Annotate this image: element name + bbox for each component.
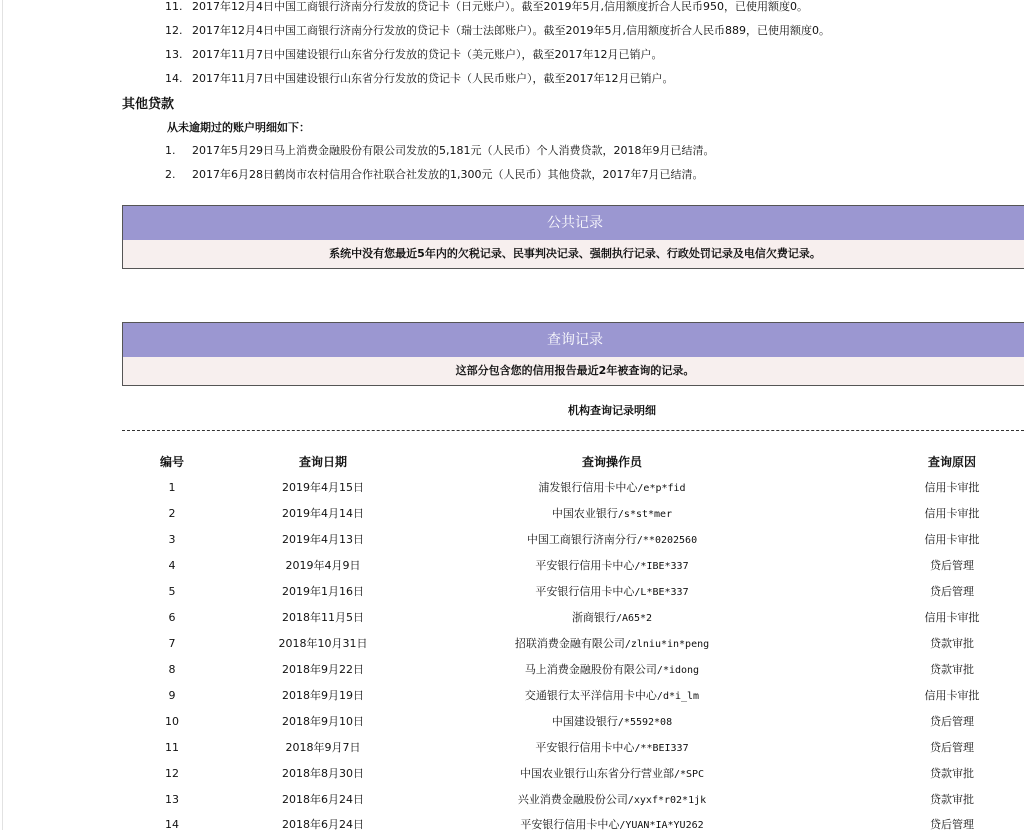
query-operator: 平安银行信用卡中心/**BEI337 bbox=[535, 741, 689, 754]
query-reason: 信用卡审批 bbox=[924, 507, 980, 520]
row-number: 14 bbox=[165, 818, 179, 831]
query-date: 2019年4月15日 bbox=[282, 481, 364, 494]
query-date: 2018年9月22日 bbox=[282, 663, 364, 676]
query-date: 2018年11月5日 bbox=[282, 611, 364, 624]
row-number: 5 bbox=[168, 585, 176, 598]
query-operator: 浙商银行/A65*2 bbox=[571, 611, 653, 624]
query-reason: 贷后管理 bbox=[930, 715, 974, 728]
query-date: 2019年1月16日 bbox=[282, 585, 364, 598]
row-number: 2 bbox=[168, 507, 176, 520]
row-number: 8 bbox=[168, 663, 176, 676]
query-operator: 平安银行信用卡中心/L*BE*337 bbox=[535, 585, 689, 598]
public-records-text: 系统中没有您最近5年内的欠税记录、民事判决记录、强制执行记录、行政处罚记录及电信欠费记录。 bbox=[329, 247, 821, 260]
column-header-reason: 查询原因 bbox=[927, 455, 977, 469]
public-records-section bbox=[122, 205, 1024, 269]
query-operator: 招联消费金融有限公司/zlniu*in*peng bbox=[514, 637, 710, 650]
column-header-date: 查询日期 bbox=[298, 455, 348, 469]
query-date: 2018年9月10日 bbox=[282, 715, 364, 728]
row-number: 11 bbox=[165, 741, 179, 754]
list-item: 1. 2017年5月29日马上消费金融股份有限公司发放的5,181元（人民币）个人消费贷款，2018年9月已结清。 bbox=[165, 144, 715, 157]
query-operator: 中国工商银行济南分行/**0202560 bbox=[526, 533, 698, 546]
dashed-divider bbox=[122, 430, 1024, 431]
query-reason: 贷款审批 bbox=[930, 637, 974, 650]
row-number: 10 bbox=[165, 715, 179, 728]
query-operator: 中国农业银行/s*st*mer bbox=[551, 507, 673, 520]
list-item: 11. 2017年12月4日中国工商银行济南分行发放的贷记卡（日元账户）。截至2019年5月,信用额度折合人民币950，已使用额度0。 bbox=[165, 0, 808, 13]
list-item: 12. 2017年12月4日中国工商银行济南分行发放的贷记卡（瑞士法郎账户）。截至2019年5月,信用额度折合人民币889，已使用额度0。 bbox=[165, 24, 830, 37]
query-date: 2018年6月24日 bbox=[282, 793, 364, 806]
other-loans-subheading: 从未逾期过的账户明细如下： bbox=[167, 121, 310, 134]
query-reason: 贷后管理 bbox=[930, 818, 974, 831]
query-records-section bbox=[122, 322, 1024, 386]
row-number: 4 bbox=[168, 559, 176, 572]
query-operator: 马上消费金融股份有限公司/*idong bbox=[524, 663, 700, 676]
column-header-operator: 查询操作员 bbox=[581, 455, 643, 469]
query-date: 2018年10月31日 bbox=[278, 637, 368, 650]
query-reason: 贷款审批 bbox=[930, 663, 974, 676]
list-item: 13. 2017年11月7日中国建设银行山东省分行发放的贷记卡（美元账户），截至2017年12月已销户。 bbox=[165, 48, 663, 61]
query-reason: 信用卡审批 bbox=[924, 689, 980, 702]
query-operator: 浦发银行信用卡中心/e*p*fid bbox=[538, 481, 686, 494]
row-number: 13 bbox=[165, 793, 179, 806]
query-detail-title: 机构查询记录明细 bbox=[568, 404, 656, 417]
query-operator: 兴业消费金融股份公司/xyxf*r02*1jk bbox=[517, 793, 707, 806]
query-reason: 贷款审批 bbox=[930, 767, 974, 780]
row-number: 3 bbox=[168, 533, 176, 546]
public-records-title: 公共记录 bbox=[123, 206, 1024, 240]
query-date: 2019年4月13日 bbox=[282, 533, 364, 546]
query-operator: 中国建设银行/*5592*08 bbox=[551, 715, 673, 728]
query-reason: 信用卡审批 bbox=[924, 481, 980, 494]
query-operator: 中国农业银行山东省分行营业部/*SPC bbox=[519, 767, 705, 780]
row-number: 12 bbox=[165, 767, 179, 780]
query-date: 2019年4月14日 bbox=[282, 507, 364, 520]
row-number: 9 bbox=[168, 689, 176, 702]
row-number: 6 bbox=[168, 611, 176, 624]
query-operator: 交通银行太平洋信用卡中心/d*i_lm bbox=[524, 689, 700, 702]
query-reason: 贷款审批 bbox=[930, 793, 974, 806]
query-date: 2018年8月30日 bbox=[282, 767, 364, 780]
list-item: 2. 2017年6月28日鹤岗市农村信用合作社联合社发放的1,300元（人民币）其他贷款，2017年7月已结清。 bbox=[165, 168, 704, 181]
list-item: 14. 2017年11月7日中国建设银行山东省分行发放的贷记卡（人民币账户），截至2017年12月已销户。 bbox=[165, 72, 674, 85]
query-reason: 信用卡审批 bbox=[924, 611, 980, 624]
query-records-text: 这部分包含您的信用报告最近2年被查询的记录。 bbox=[455, 364, 695, 377]
query-records-title: 查询记录 bbox=[123, 323, 1024, 357]
column-header-no: 编号 bbox=[159, 455, 185, 469]
query-date: 2018年9月7日 bbox=[285, 741, 361, 754]
query-operator: 平安银行信用卡中心/YUAN*IA*YU262 bbox=[520, 818, 704, 831]
query-operator: 平安银行信用卡中心/*IBE*337 bbox=[535, 559, 689, 572]
query-date: 2018年9月19日 bbox=[282, 689, 364, 702]
page-left-border bbox=[2, 0, 3, 830]
query-reason: 贷后管理 bbox=[930, 559, 974, 572]
query-date: 2019年4月9日 bbox=[285, 559, 361, 572]
query-reason: 贷后管理 bbox=[930, 741, 974, 754]
row-number: 1 bbox=[168, 481, 176, 494]
query-date: 2018年6月24日 bbox=[282, 818, 364, 831]
other-loans-heading: 其他贷款 bbox=[122, 97, 175, 112]
row-number: 7 bbox=[168, 637, 176, 650]
query-reason: 贷后管理 bbox=[930, 585, 974, 598]
query-reason: 信用卡审批 bbox=[924, 533, 980, 546]
